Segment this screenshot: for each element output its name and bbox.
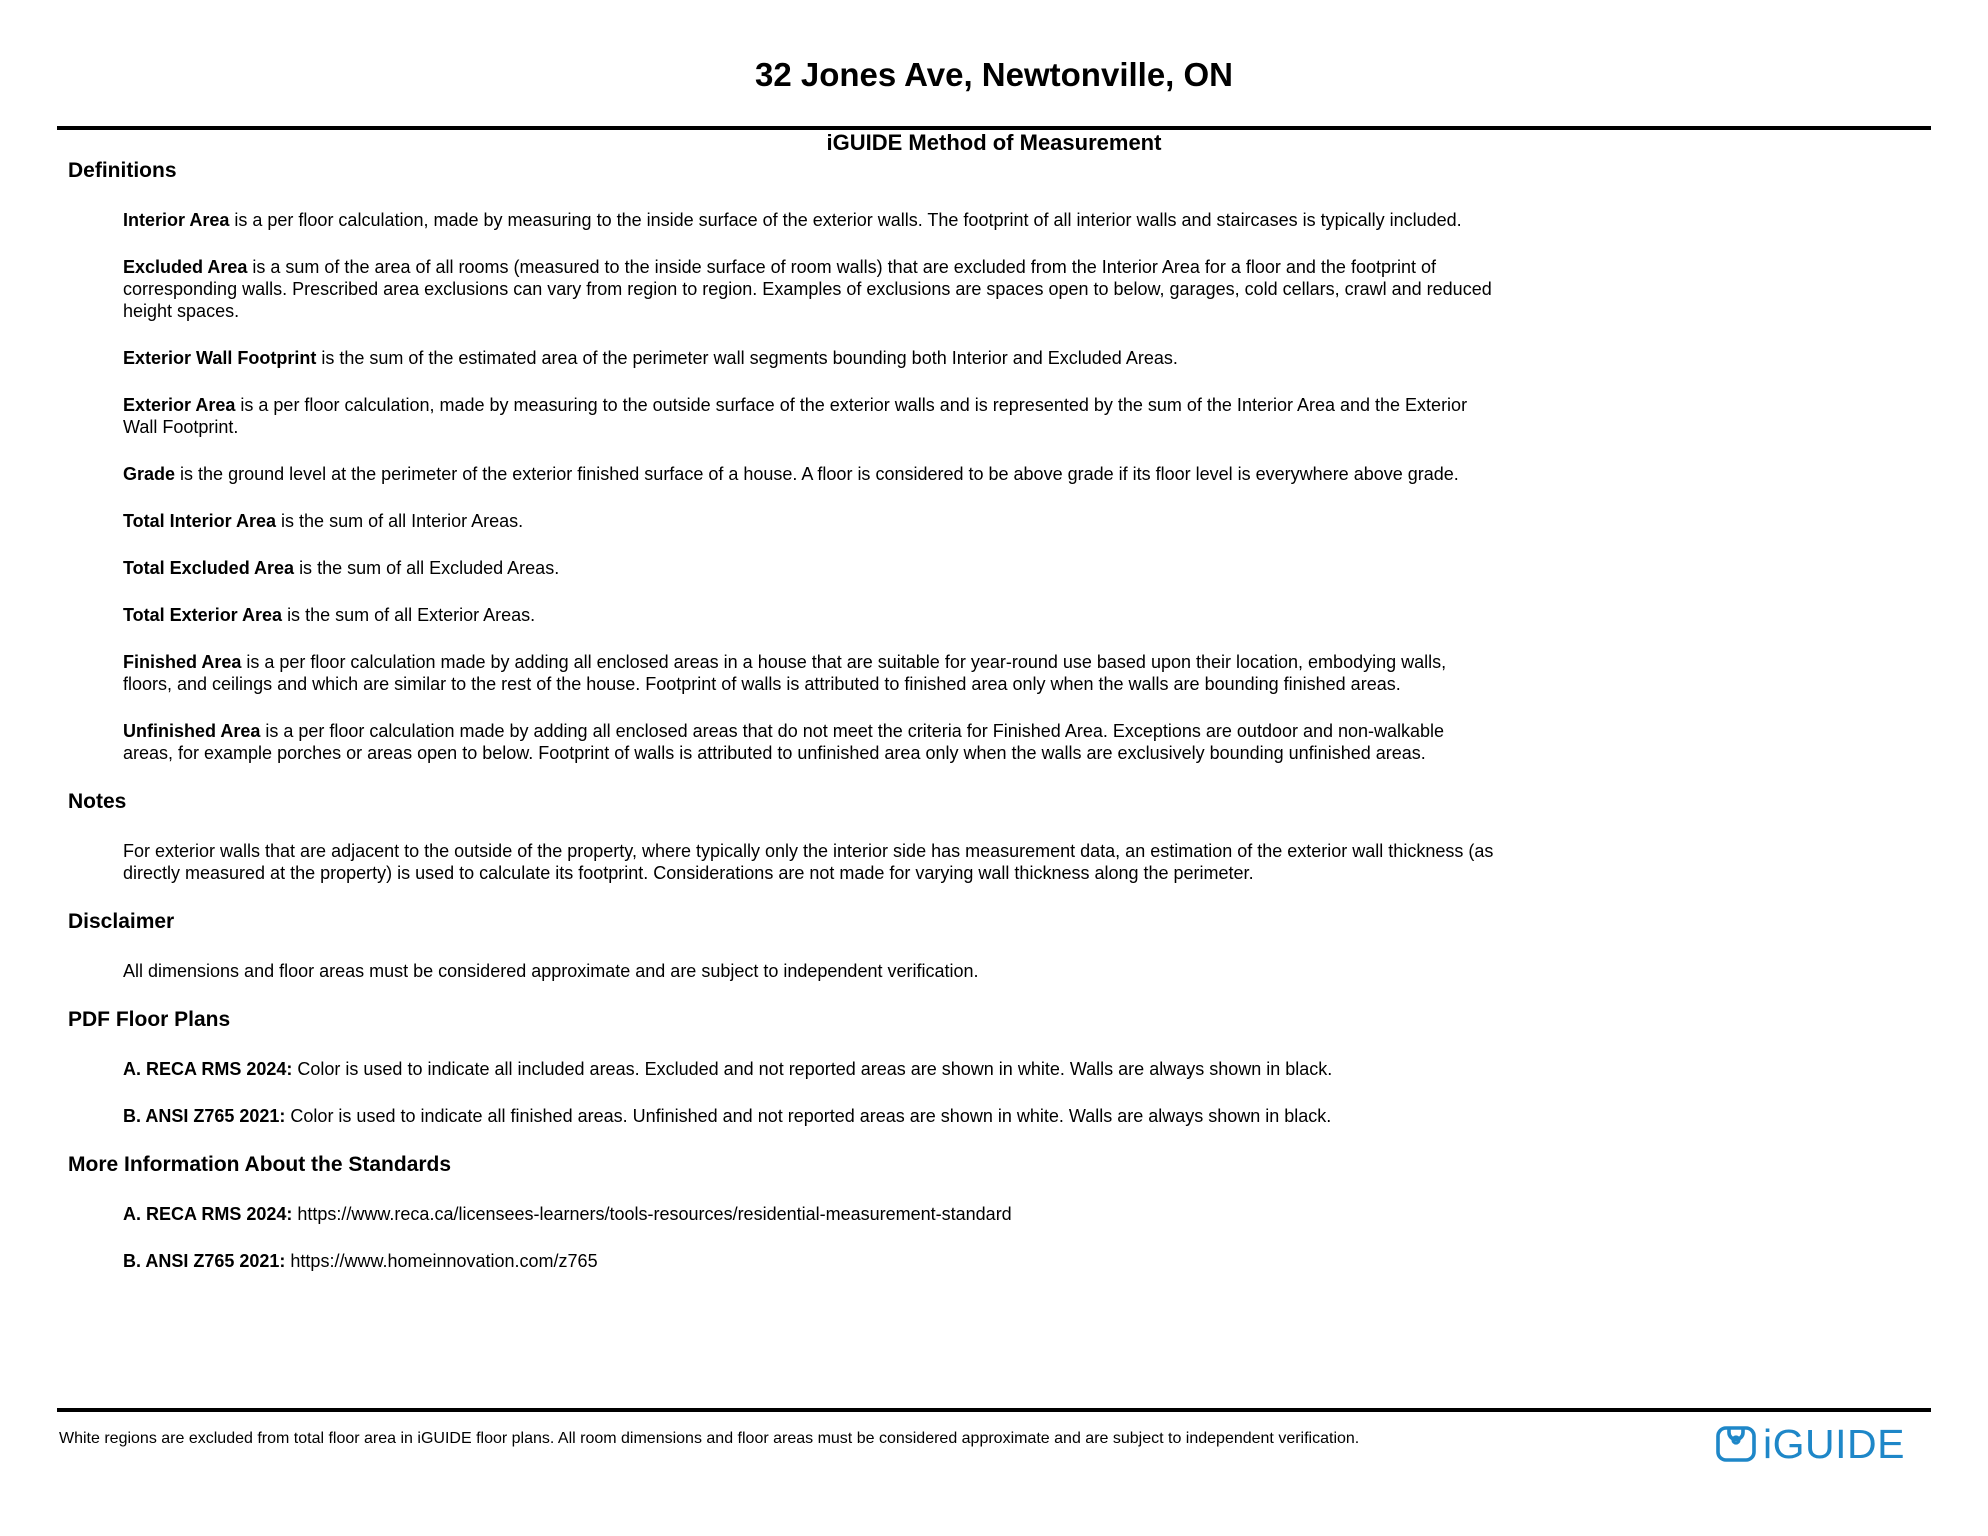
- reca-standard-link[interactable]: https://www.reca.ca/licensees-learners/tools-resources/residential-measurement-standard: [297, 1204, 1012, 1224]
- iguide-logo-text: iGUIDE: [1763, 1420, 1905, 1467]
- ansi-standard-link[interactable]: https://www.homeinnovation.com/z765: [290, 1251, 598, 1271]
- definitions-heading: Definitions: [68, 159, 177, 182]
- standard-text: Color is used to indicate all finished areas. Unfinished and not reported areas are shown in white. Walls are always shown in black.: [290, 1106, 1332, 1126]
- definition-text: is a per floor calculation made by adding all enclosed areas that do not meet the criteria for Finished Area. Exceptions are outdoor and non-walkable areas, for example porches or areas open to below. Footprint of walls is attributed to unfinished area only when the walls are exclusively bounding unfinished areas.: [123, 721, 1445, 763]
- pdf-floor-plans-item-reca: [123, 1058, 1495, 1080]
- definition-total-interior-area: [123, 510, 1495, 532]
- camera-icon: [1714, 1422, 1758, 1466]
- definition-term: Finished Area: [123, 652, 242, 672]
- method-of-measurement-title: iGUIDE Method of Measurement: [826, 130, 1162, 155]
- definition-unfinished-area: [123, 720, 1495, 764]
- standard-label: A. RECA RMS 2024:: [123, 1204, 293, 1224]
- definition-term: Unfinished Area: [123, 721, 261, 741]
- definition-exterior-wall-footprint: [123, 347, 1495, 369]
- definition-term: Total Excluded Area: [123, 558, 295, 578]
- pdf-floor-plans-heading: PDF Floor Plans: [68, 1008, 231, 1031]
- definition-grade: [123, 463, 1495, 485]
- disclaimer-heading: Disclaimer: [68, 910, 175, 933]
- definition-term: Excluded Area: [123, 257, 248, 277]
- pdf-floor-plans-item-ansi: [123, 1105, 1495, 1127]
- page-footer: [57, 1408, 1931, 1502]
- definition-text: is the sum of the estimated area of the perimeter wall segments bounding both Interior and Excluded Areas.: [321, 348, 1178, 368]
- definition-text: is the ground level at the perimeter of the exterior finished surface of a house. A floor is considered to be above grade if its floor level is everywhere above grade.: [180, 464, 1459, 484]
- standard-label: A. RECA RMS 2024:: [123, 1059, 293, 1079]
- definition-term: Grade: [123, 464, 176, 484]
- definition-text: is a per floor calculation made by adding all enclosed areas in a house that are suitable for year-round use based upon their location, embodying walls, floors, and ceilings and which are similar to the rest of the house. Footprint of walls is attributed to finished area only when the walls are bounding finished areas.: [123, 652, 1447, 694]
- definition-total-excluded-area: [123, 557, 1495, 579]
- more-information-item-ansi: [123, 1250, 1495, 1272]
- definition-term: Total Interior Area: [123, 511, 277, 531]
- standard-label: B. ANSI Z765 2021:: [123, 1106, 286, 1126]
- definition-text: is a per floor calculation, made by measuring to the inside surface of the exterior walls. The footprint of all interior walls and staircases is typically included.: [234, 210, 1462, 230]
- definition-total-exterior-area: [123, 604, 1495, 626]
- document-content: [57, 158, 1931, 1272]
- definition-term: Interior Area: [123, 210, 230, 230]
- disclaimer-paragraph: All dimensions and floor areas must be considered approximate and are subject to independent verification.: [123, 961, 979, 981]
- page-title: 32 Jones Ave, Newtonville, ON: [754, 56, 1234, 93]
- definition-term: Exterior Area: [123, 395, 236, 415]
- standard-text: Color is used to indicate all included areas. Excluded and not reported areas are shown in white. Walls are always shown in black.: [297, 1059, 1333, 1079]
- definition-excluded-area: [123, 256, 1495, 322]
- more-information-heading: More Information About the Standards: [68, 1153, 452, 1176]
- definition-text: is a per floor calculation, made by measuring to the outside surface of the exterior walls and is represented by the sum of the Interior Area and the Exterior Wall Footprint.: [123, 395, 1468, 437]
- standard-label: B. ANSI Z765 2021:: [123, 1251, 286, 1271]
- definition-text: is the sum of all Excluded Areas.: [299, 558, 560, 578]
- definition-finished-area: [123, 651, 1495, 695]
- footer-disclaimer-note: White regions are excluded from total floor area in iGUIDE floor plans. All room dimensions and floor areas must be considered approximate and are subject to independent verification.: [59, 1430, 1360, 1447]
- notes-heading: Notes: [68, 790, 127, 813]
- definition-term: Total Exterior Area: [123, 605, 283, 625]
- definition-term: Exterior Wall Footprint: [123, 348, 317, 368]
- more-information-item-reca: [123, 1203, 1495, 1225]
- definition-text: is the sum of all Exterior Areas.: [287, 605, 536, 625]
- definition-text: is a sum of the area of all rooms (measured to the inside surface of room walls) that are excluded from the Interior Area for a floor and the footprint of corresponding walls. Prescribed area exclusions can vary from region to region. Examples of exclusions are spaces open to below, garages, cold cellars, crawl and reduced height spaces.: [123, 257, 1492, 321]
- definition-interior-area: [123, 209, 1495, 231]
- definition-text: is the sum of all Interior Areas.: [281, 511, 524, 531]
- iguide-logo: [1714, 1422, 1905, 1466]
- notes-paragraph: For exterior walls that are adjacent to the outside of the property, where typically only the interior side has measurement data, an estimation of the exterior wall thickness (as directly measured at the property) is used to calculate its footprint. Considerations are not made for varying wall thickness along the perimeter.: [123, 841, 1494, 883]
- definition-exterior-area: [123, 394, 1495, 438]
